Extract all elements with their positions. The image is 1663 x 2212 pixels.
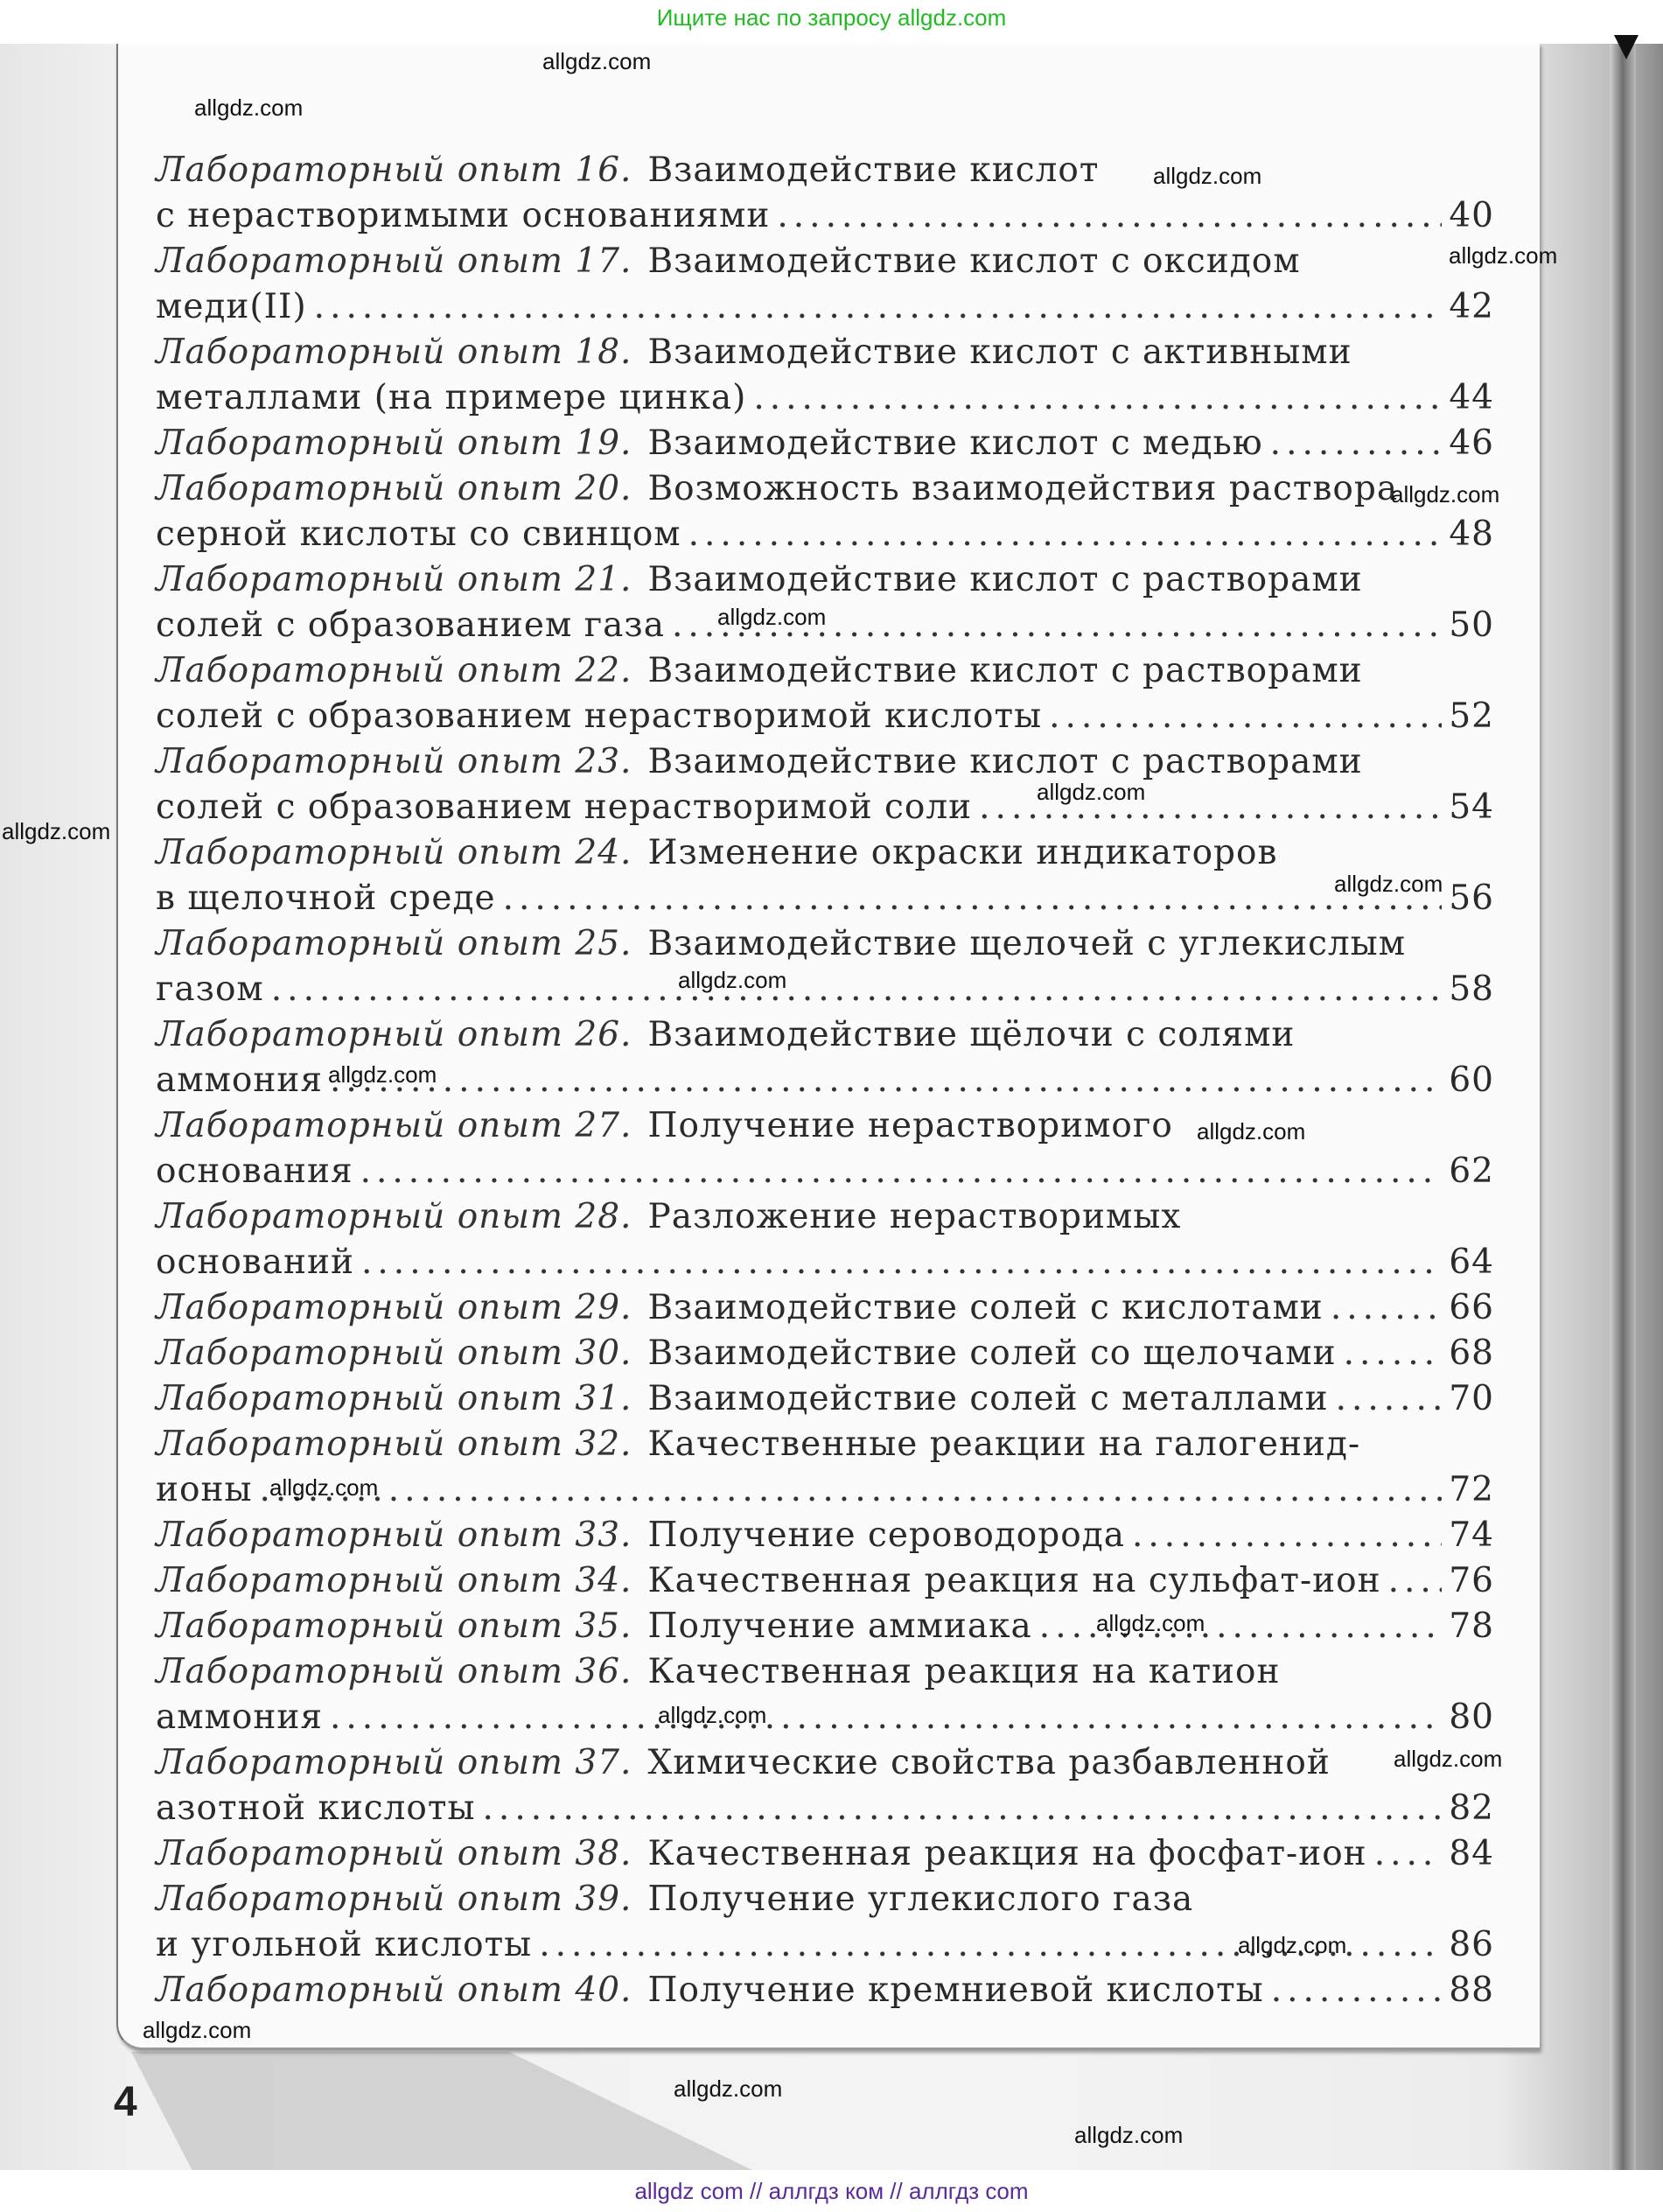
toc-entry [156, 651, 1494, 742]
dot-leader [360, 1152, 1443, 1191]
toc-line [156, 1334, 1494, 1379]
toc-entry [156, 1015, 1494, 1106]
page-ref: 40 [1449, 196, 1494, 235]
lab-label: Лабораторный опыт 32. [156, 1424, 632, 1464]
toc-line [156, 560, 1494, 606]
lab-label: Лабораторный опыт 22. [156, 651, 632, 690]
entry-title: Взаимодействие солей со щелочами [647, 1334, 1337, 1373]
entry-title: Взаимодействие щёлочи с солями [647, 1015, 1296, 1054]
entry-title: Получение аммиака [647, 1606, 1032, 1646]
watermark: allgdz.com [1238, 1932, 1347, 1958]
toc-line [156, 1288, 1494, 1334]
corner-triangle-icon [1614, 35, 1639, 60]
lab-label: Лабораторный опыт 28. [156, 1197, 632, 1236]
lab-label: Лабораторный опыт 33. [156, 1516, 632, 1555]
lab-label: Лабораторный опыт 26. [156, 1015, 632, 1054]
toc-line [156, 1197, 1494, 1242]
page-ref: 80 [1449, 1698, 1494, 1737]
entry-title: Взаимодействие кислот с активными [647, 332, 1352, 372]
dot-leader [330, 1060, 1442, 1100]
toc-entry [156, 469, 1494, 560]
lab-label: Лабораторный опыт 25. [156, 924, 632, 963]
dot-leader [503, 878, 1443, 918]
page-ref: 86 [1449, 1925, 1494, 1964]
entry-title: оснований [156, 1242, 354, 1282]
lab-label: Лабораторный опыт 19. [156, 424, 632, 463]
toc-line [156, 1743, 1494, 1788]
dot-leader [271, 970, 1443, 1009]
watermark: allgdz.com [1391, 481, 1500, 508]
toc-entry [156, 1334, 1494, 1379]
lab-label: Лабораторный опыт 18. [156, 332, 632, 372]
watermark: allgdz.com [674, 2076, 783, 2102]
dot-leader [1132, 1516, 1442, 1555]
page-fold [1610, 44, 1636, 2170]
entry-title: Взаимодействие солей с кислотами [647, 1288, 1324, 1327]
toc-entry [156, 833, 1494, 924]
dot-leader [260, 1470, 1443, 1509]
watermark: allgdz.com [269, 1474, 379, 1501]
toc-line [156, 424, 1494, 469]
dot-leader [1271, 1970, 1443, 2010]
entry-title: Химические свойства разбавленной [647, 1743, 1331, 1782]
toc-line [156, 1516, 1494, 1561]
page-ref: 66 [1449, 1288, 1494, 1327]
dot-leader [1049, 696, 1442, 736]
toc-line [156, 1424, 1494, 1470]
watermark: allgdz.com [1334, 871, 1443, 897]
watermark: allgdz.com [328, 1061, 437, 1088]
dot-leader [688, 514, 1443, 554]
dot-leader [1336, 1379, 1443, 1418]
toc-line [156, 1152, 1494, 1197]
page-ref: 74 [1449, 1516, 1494, 1555]
entry-title: Разложение нерастворимых [647, 1197, 1182, 1236]
toc-entry [156, 1743, 1494, 1834]
toc-line [156, 651, 1494, 696]
toc-line [156, 878, 1494, 924]
dot-leader [753, 378, 1442, 417]
page-ref: 42 [1449, 287, 1494, 326]
toc-line [156, 924, 1494, 970]
toc-line [156, 514, 1494, 560]
watermark: allgdz.com [194, 94, 304, 121]
entry-title: с нерастворимыми основаниями [156, 196, 771, 235]
lab-label: Лабораторный опыт 34. [156, 1561, 632, 1600]
entry-title: Качественная реакция на катион [647, 1652, 1281, 1691]
page-ref: 56 [1449, 878, 1494, 918]
entry-title: Получение сероводорода [647, 1516, 1126, 1555]
lab-label: Лабораторный опыт 31. [156, 1379, 632, 1418]
toc-line [156, 1698, 1494, 1743]
entry-title: и угольной кислоты [156, 1925, 533, 1964]
entry-title: основания [156, 1152, 353, 1191]
page-ref: 60 [1449, 1060, 1494, 1100]
toc-entry [156, 1516, 1494, 1561]
lab-label: Лабораторный опыт 29. [156, 1288, 632, 1327]
toc-line [156, 469, 1494, 514]
toc-line [156, 833, 1494, 878]
entry-title: Получение кремниевой кислоты [647, 1970, 1264, 2010]
watermark: allgdz.com [678, 967, 787, 993]
entry-title: Качественные реакции на галогенид- [647, 1424, 1361, 1464]
toc-line [156, 1242, 1494, 1288]
entry-title: Качественная реакция на сульфат-ион [647, 1561, 1381, 1600]
toc-line [156, 378, 1494, 424]
dot-leader [1270, 424, 1443, 463]
dot-leader [1331, 1288, 1443, 1327]
toc-entry [156, 1834, 1494, 1880]
toc-line [156, 1834, 1494, 1880]
dot-leader [330, 1698, 1442, 1737]
page-ref: 50 [1449, 606, 1494, 645]
entry-title: Получение углекислого газа [647, 1880, 1194, 1919]
lab-label: Лабораторный опыт 36. [156, 1652, 632, 1691]
watermark: allgdz.com [1037, 779, 1146, 805]
dot-leader [314, 287, 1443, 326]
toc-entry [156, 1288, 1494, 1334]
entry-title: солей с образованием газа [156, 606, 665, 645]
entry-title: Взаимодействие кислот с растворами [647, 651, 1363, 690]
entry-title: Взаимодействие кислот с растворами [647, 560, 1363, 599]
bottom-banner: allgdz com // аллгдз ком // аллгдз com [0, 2170, 1663, 2212]
lab-label: Лабораторный опыт 27. [156, 1106, 632, 1145]
lab-label: Лабораторный опыт 21. [156, 560, 632, 599]
toc-line [156, 1561, 1494, 1606]
lab-label: Лабораторный опыт 16. [156, 150, 632, 190]
page-ref: 70 [1449, 1379, 1494, 1418]
toc-line [156, 742, 1494, 788]
entry-title: Взаимодействие кислот с медью [647, 424, 1263, 463]
toc-line [156, 1379, 1494, 1424]
page-number: 4 [114, 2079, 137, 2125]
toc-entry [156, 332, 1494, 424]
toc-entry [156, 924, 1494, 1015]
toc-entry [156, 424, 1494, 469]
watermark: allgdz.com [2, 818, 111, 844]
toc-line [156, 196, 1494, 242]
page-ref: 82 [1449, 1788, 1494, 1828]
toc-line [156, 1652, 1494, 1698]
page-ref: 58 [1449, 970, 1494, 1009]
entry-title: Взаимодействие щелочей с углекислым [647, 924, 1407, 963]
dot-leader [777, 196, 1442, 235]
watermark: allgdz.com [1074, 2122, 1184, 2148]
top-banner: Ищите нас по запросу allgdz.com [0, 0, 1663, 44]
lab-label: Лабораторный опыт 20. [156, 469, 632, 508]
dot-leader [1344, 1334, 1443, 1373]
entry-title: азотной кислоты [156, 1788, 476, 1828]
toc-entry [156, 1424, 1494, 1516]
page-ref: 76 [1449, 1561, 1494, 1600]
entry-title: металлами (на примере цинка) [156, 378, 747, 417]
toc-entry [156, 1379, 1494, 1424]
page-ref: 78 [1449, 1606, 1494, 1646]
toc-line [156, 1606, 1494, 1652]
page-ref: 62 [1449, 1152, 1494, 1191]
page-ref: 48 [1449, 514, 1494, 554]
dot-leader [1374, 1834, 1443, 1873]
toc-line [156, 332, 1494, 378]
toc-line [156, 1880, 1494, 1925]
entry-title: солей с образованием нерастворимой кислоты [156, 696, 1043, 736]
lab-label: Лабораторный опыт 23. [156, 742, 632, 781]
watermark: allgdz.com [1394, 1746, 1503, 1772]
entry-title: Изменение окраски индикаторов [647, 833, 1278, 872]
lab-label: Лабораторный опыт 37. [156, 1743, 632, 1782]
toc-line [156, 1015, 1494, 1060]
toc-line [156, 788, 1494, 833]
toc-line [156, 1788, 1494, 1834]
toc-entry [156, 242, 1494, 332]
page-ref: 72 [1449, 1470, 1494, 1509]
page-ref: 88 [1449, 1970, 1494, 2010]
lab-label: Лабораторный опыт 39. [156, 1880, 632, 1919]
toc-entry [156, 150, 1494, 242]
lab-label: Лабораторный опыт 38. [156, 1834, 632, 1873]
entry-title: ионы [156, 1470, 253, 1509]
entry-title: Взаимодействие солей с металлами [647, 1379, 1329, 1418]
watermark: allgdz.com [542, 48, 652, 74]
entry-title: аммония [156, 1698, 323, 1737]
toc-entry [156, 1197, 1494, 1288]
toc-line [156, 287, 1494, 332]
page-ref: 52 [1449, 696, 1494, 736]
entry-title: Взаимодействие кислот [647, 150, 1100, 190]
lab-label: Лабораторный опыт 35. [156, 1606, 632, 1646]
dot-leader [361, 1242, 1442, 1282]
page-ref: 64 [1449, 1242, 1494, 1282]
entry-title: меди(II) [156, 287, 307, 326]
watermark: allgdz.com [1197, 1118, 1306, 1144]
entry-title: аммония [156, 1060, 323, 1100]
entry-title: в щелочной среде [156, 878, 496, 918]
lab-label: Лабораторный опыт 30. [156, 1334, 632, 1373]
toc-entry [156, 742, 1494, 833]
toc-line [156, 696, 1494, 742]
lab-label: Лабораторный опыт 24. [156, 833, 632, 872]
watermark: allgdz.com [1153, 163, 1262, 189]
page-ref: 84 [1449, 1834, 1494, 1873]
toc-entry [156, 1652, 1494, 1743]
entry-title: солей с образованием нерастворимой соли [156, 788, 973, 827]
entry-title: Взаимодействие кислот с растворами [647, 742, 1363, 781]
watermark: allgdz.com [1449, 242, 1558, 269]
page-ref: 44 [1449, 378, 1494, 417]
toc-entry [156, 1970, 1494, 2016]
dot-leader [483, 1788, 1443, 1828]
watermark: allgdz.com [717, 604, 827, 630]
page-ref: 46 [1449, 424, 1494, 463]
page-ref: 68 [1449, 1334, 1494, 1373]
page-ref: 54 [1449, 788, 1494, 827]
entry-title: газом [156, 970, 264, 1009]
entry-title: Взаимодействие кислот с оксидом [647, 242, 1301, 281]
watermark: allgdz.com [1096, 1610, 1205, 1636]
watermark: allgdz.com [143, 2017, 252, 2043]
toc-entry [156, 1606, 1494, 1652]
toc-line [156, 970, 1494, 1015]
toc-entry [156, 1561, 1494, 1606]
watermark: allgdz.com [658, 1702, 767, 1728]
toc-line [156, 150, 1494, 196]
toc-line [156, 1970, 1494, 2016]
lab-label: Лабораторный опыт 40. [156, 1970, 632, 2010]
lab-label: Лабораторный опыт 17. [156, 242, 632, 281]
entry-title: Получение нерастворимого [647, 1106, 1173, 1145]
entry-title: Возможность взаимодействия раствора [647, 469, 1399, 508]
entry-title: Качественная реакция на фосфат-ион [647, 1834, 1367, 1873]
toc-line [156, 242, 1494, 287]
entry-title: серной кислоты со свинцом [156, 514, 681, 554]
dot-leader [1388, 1561, 1443, 1600]
